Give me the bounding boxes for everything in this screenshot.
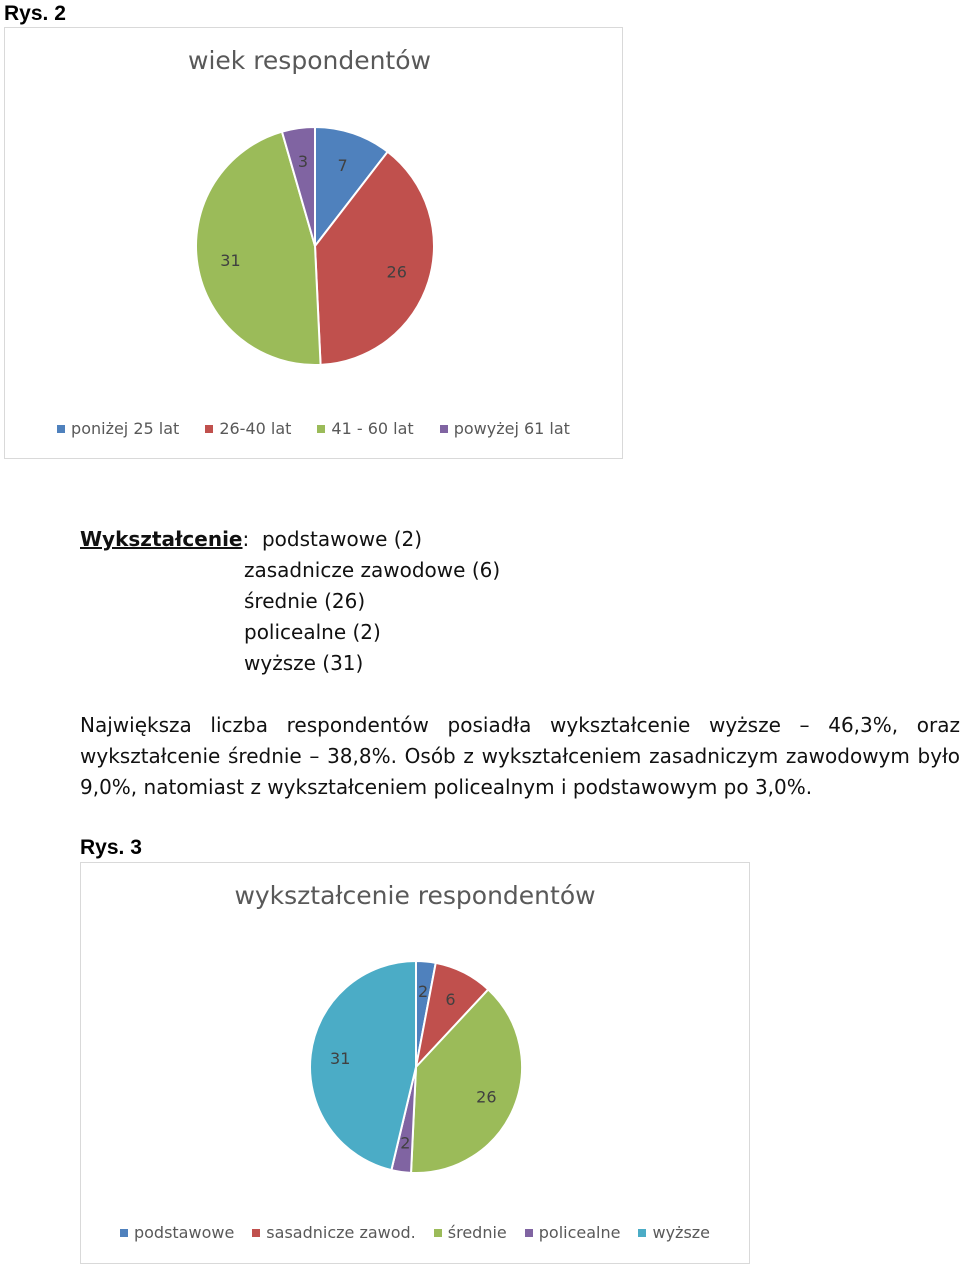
pie-data-label: 3 <box>297 152 309 172</box>
education-heading-line <box>80 524 500 555</box>
legend-swatch <box>252 1229 260 1237</box>
legend-swatch <box>434 1229 442 1237</box>
legend-item <box>252 1223 415 1242</box>
pie-chart <box>81 863 751 1265</box>
pie-data-label: 31 <box>330 1049 351 1069</box>
chart-title: wiek respondentów <box>188 46 431 75</box>
education-item: wyższe (31) <box>244 651 364 675</box>
legend-swatch <box>440 425 448 433</box>
legend-swatch <box>57 425 65 433</box>
summary-paragraph: Największa liczba respondentów posiadła wykształcenie wyższe – 46,3%, oraz wykształcenie średnie – 38,8%. Osób z wykształceniem zasadniczym zawodowym było 9,0%, natomiast z wykształceniem policealnym i podstawowym po 3,0%. <box>80 713 960 799</box>
figure-label: Rys. 2 <box>4 2 66 25</box>
education-heading: Wykształcenie <box>80 527 243 551</box>
legend-item <box>317 419 413 438</box>
education-colon: : <box>242 527 250 551</box>
legend-swatch <box>638 1229 646 1237</box>
chart-container <box>80 862 750 1264</box>
pie-data-label: 2 <box>418 982 429 1002</box>
pie-data-label: 6 <box>445 989 456 1009</box>
legend-label: wyższe <box>652 1223 711 1242</box>
legend-item <box>525 1223 621 1242</box>
pie-data-label: 26 <box>386 262 407 282</box>
chart-legend <box>5 419 622 438</box>
legend-label: średnie <box>447 1223 507 1242</box>
education-item: średnie (26) <box>244 589 366 613</box>
legend-item <box>440 419 570 438</box>
pie-data-label: 2 <box>400 1133 411 1153</box>
legend-label: powyżej 61 lat <box>453 419 570 438</box>
legend-swatch <box>120 1229 128 1237</box>
legend-label: podstawowe <box>133 1223 235 1242</box>
chart-container <box>4 27 623 459</box>
legend-swatch <box>317 425 325 433</box>
legend-label: sasadnicze zawod. <box>266 1223 416 1242</box>
legend-label: poniżej 25 lat <box>71 419 180 438</box>
pie-chart <box>5 28 624 460</box>
legend-item <box>120 1223 234 1242</box>
education-item: zasadnicze zawodowe (6) <box>244 558 501 582</box>
figure-label: Rys. 3 <box>80 836 142 859</box>
legend-swatch <box>205 425 213 433</box>
education-list <box>80 524 500 679</box>
legend-label: policealne <box>538 1223 621 1242</box>
pie-data-label: 26 <box>476 1087 497 1107</box>
legend-item <box>638 1223 710 1242</box>
pie-data-label: 31 <box>220 250 241 270</box>
education-item: podstawowe (2) <box>261 527 423 551</box>
pie-data-label: 7 <box>337 155 348 175</box>
education-item: policealne (2) <box>244 620 381 644</box>
legend-label: 41 - 60 lat <box>331 419 414 438</box>
legend-item <box>57 419 179 438</box>
legend-item <box>434 1223 507 1242</box>
chart-legend <box>81 1223 749 1242</box>
legend-swatch <box>525 1229 533 1237</box>
legend-item <box>205 419 291 438</box>
legend-label: 26-40 lat <box>219 419 292 438</box>
chart-title: wykształcenie respondentów <box>234 881 596 910</box>
